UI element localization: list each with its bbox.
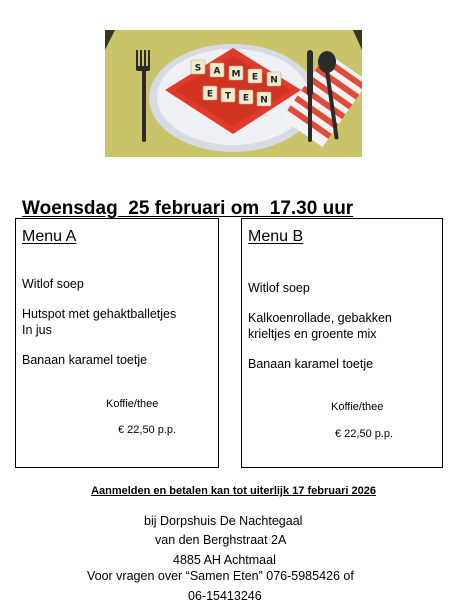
menu-b-price: € 22,50 p.p. xyxy=(335,428,394,440)
samen-letter-tile xyxy=(229,66,243,80)
samen-letter-tile xyxy=(191,60,205,74)
samen-letter-tile xyxy=(248,69,262,83)
venue-city: 4885 AH Achtmaal xyxy=(173,553,276,567)
svg-text:E: E xyxy=(251,72,259,83)
menu-a-item: In jus xyxy=(22,323,52,337)
registration-notice xyxy=(0,485,457,497)
menu-a-price: € 22,50 p.p. xyxy=(118,424,177,436)
svg-text:M: M xyxy=(231,69,241,80)
venue-name: bij Dorpshuis De Nachtegaal xyxy=(144,514,303,528)
svg-text:N: N xyxy=(270,75,278,86)
eten-letter-tile xyxy=(239,90,253,104)
eten-letter-tile xyxy=(257,92,271,106)
menu-b-item: Banaan karamel toetje xyxy=(248,357,374,371)
event-title-text: Woensdag 25 februari om 17.30 uur xyxy=(22,198,354,219)
menu-b-item: Kalkoenrollade, gebakken xyxy=(248,311,392,325)
menu-a-heading: Menu A xyxy=(22,228,77,245)
eten-letter-tile xyxy=(203,86,217,100)
samen-letter-tile xyxy=(267,72,281,86)
event-title xyxy=(0,176,457,220)
svg-text:S: S xyxy=(194,63,202,74)
svg-text:E: E xyxy=(242,93,250,104)
registration-text: Aanmelden en betalen kan tot uiterlijk 17 februari 2026 xyxy=(91,485,376,497)
menu-b-heading: Menu B xyxy=(248,228,304,245)
venue-street: van den Berghstraat 2A xyxy=(155,533,287,547)
contact-phone: 06-15413246 xyxy=(188,589,262,603)
contact-line: Voor vragen over “Samen Eten” 076-5985426 of xyxy=(87,569,354,583)
menu-a-drinks: Koffie/thee xyxy=(106,398,159,410)
menu-a-box xyxy=(15,218,219,468)
svg-text:A: A xyxy=(213,66,221,77)
svg-text:N: N xyxy=(260,95,268,106)
menu-b-box xyxy=(241,218,443,468)
menu-a-item: Hutspot met gehaktballetjes xyxy=(22,307,177,321)
menu-b-item: Witlof soep xyxy=(248,281,310,295)
table-setting-illustration xyxy=(105,30,362,157)
menu-a-item: Banaan karamel toetje xyxy=(22,353,148,367)
svg-text:T: T xyxy=(224,91,232,102)
menu-a-item: Witlof soep xyxy=(22,277,84,291)
samen-letter-tile xyxy=(210,63,224,77)
menu-b-item: krieltjes en groente mix xyxy=(248,327,377,341)
menu-b-drinks: Koffie/thee xyxy=(331,401,384,413)
eten-letter-tile xyxy=(221,88,235,102)
svg-text:E: E xyxy=(206,89,214,100)
event-photo xyxy=(105,30,362,157)
